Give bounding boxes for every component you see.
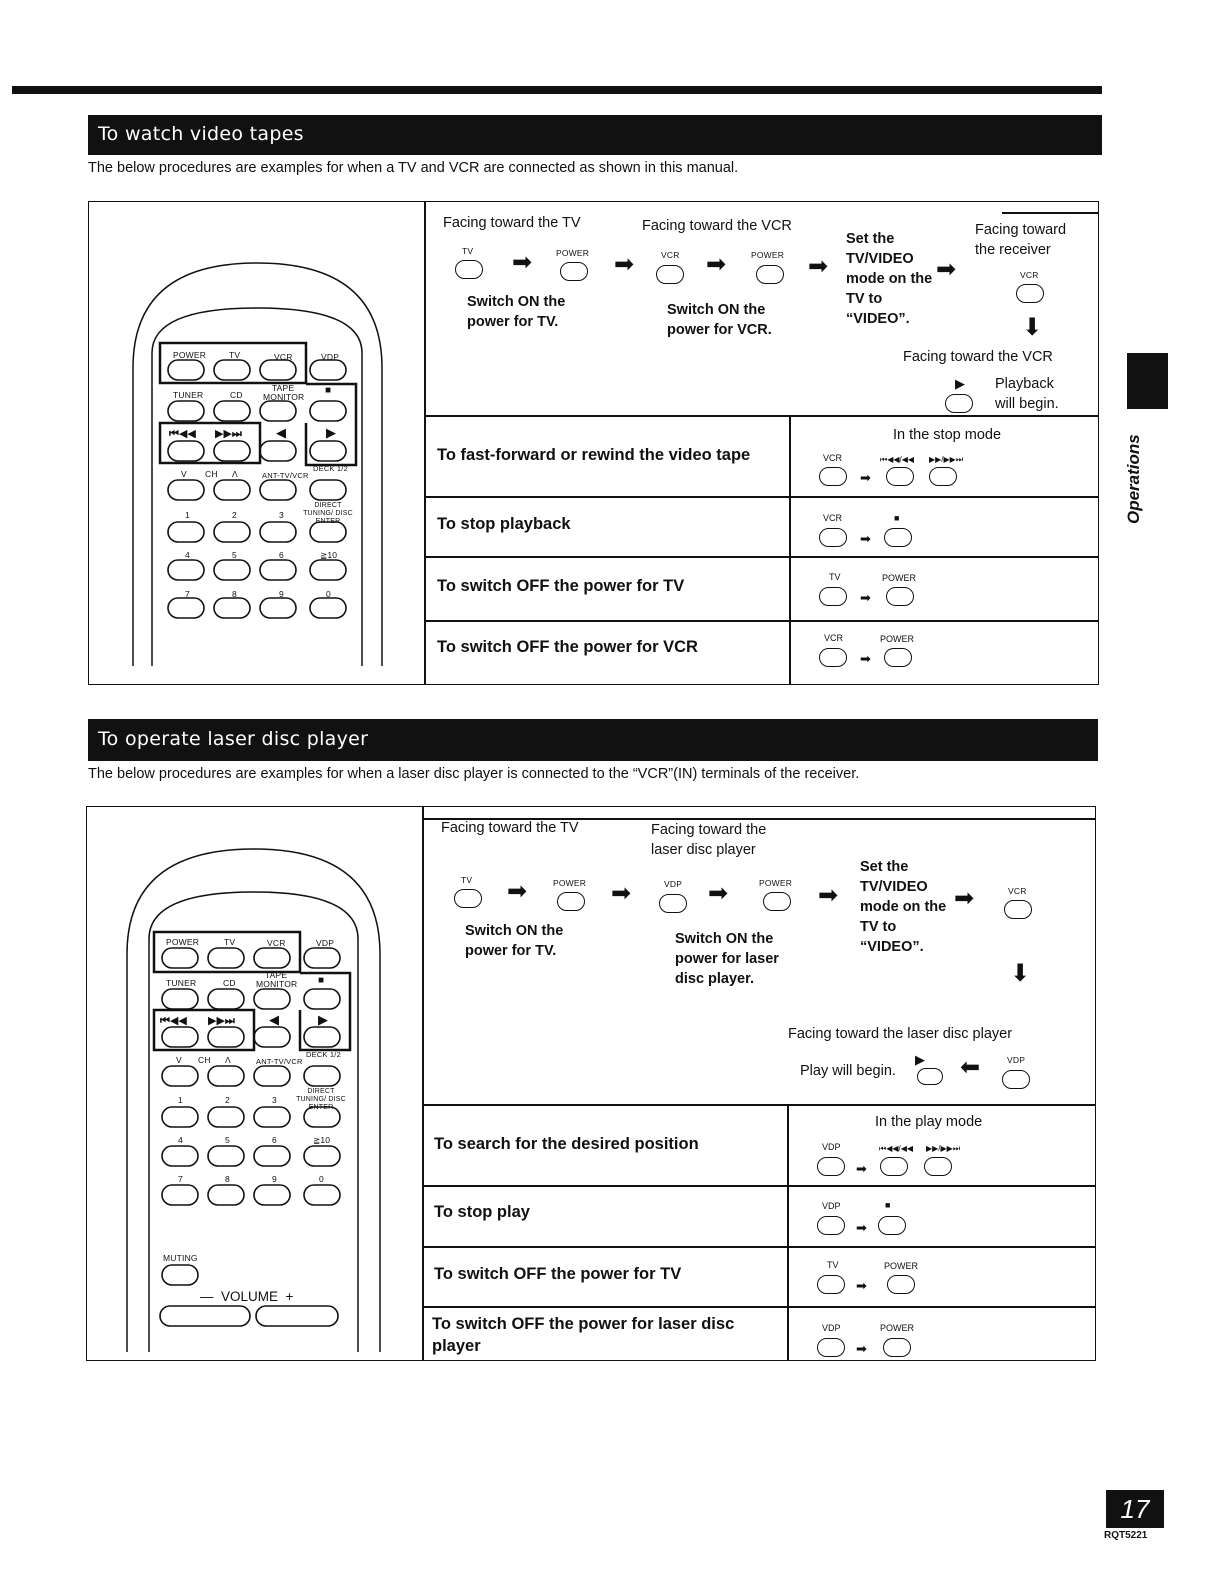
remote-label: 6 xyxy=(272,1135,277,1145)
play-icon: ▶ xyxy=(326,425,336,440)
divider xyxy=(424,556,1099,558)
divider xyxy=(424,201,426,685)
arrow-right-icon: ➡ xyxy=(512,249,533,276)
arrow-right-icon: ➡ xyxy=(860,590,871,605)
key-label: VDP xyxy=(822,1201,841,1211)
vcr-button[interactable] xyxy=(656,265,684,284)
key-label: POWER xyxy=(880,634,915,644)
remote-label: DECK 1/2 xyxy=(306,1050,341,1059)
key-label: ▶▶/▶▶⏭ xyxy=(926,1144,961,1153)
tv-button[interactable] xyxy=(817,1275,845,1294)
row-label: To fast-forward or rewind the video tape xyxy=(437,446,751,464)
arrow-right-icon: ➡ xyxy=(611,880,632,907)
remote-label: TAPE MONITOR xyxy=(263,383,305,402)
rewind-button[interactable] xyxy=(886,467,914,486)
key-label: VCR xyxy=(824,633,844,643)
facing-ldp-caption: Facing toward the laser disc player xyxy=(788,1026,1013,1042)
fast-forward-icon: ▶▶⏭ xyxy=(215,428,242,440)
row-label: To stop playback xyxy=(437,515,571,533)
remote-label: 5 xyxy=(232,550,237,560)
key-label: POWER xyxy=(880,1323,915,1333)
key-label: TV xyxy=(461,875,473,885)
mode-caption: In the stop mode xyxy=(893,427,1002,443)
row-label: To switch OFF the power for VCR xyxy=(437,638,698,656)
arrow-down-icon: ⬇ xyxy=(1010,960,1031,987)
remote-label: 9 xyxy=(272,1174,277,1184)
switch-on-tv-step: Switch ON the power for TV. xyxy=(467,294,566,330)
remote-label: 8 xyxy=(232,589,237,599)
play-icon: ▶ xyxy=(915,1052,925,1067)
arrow-right-icon: ➡ xyxy=(808,253,829,280)
arrow-right-icon: ➡ xyxy=(856,1161,867,1176)
switch-on-vcr-step: Switch ON the power for VCR. xyxy=(667,302,772,338)
arrow-right-icon: ➡ xyxy=(507,878,528,905)
divider xyxy=(422,806,424,1361)
key-label: ■ xyxy=(885,1200,891,1210)
remote-label: TUNER xyxy=(173,390,204,400)
arrow-right-icon: ➡ xyxy=(856,1341,867,1356)
play-button[interactable] xyxy=(917,1068,943,1085)
facing-tv-caption: Facing toward the TV xyxy=(443,215,581,231)
vcr-button[interactable] xyxy=(1004,900,1032,919)
remote-label: VCR xyxy=(267,938,286,948)
power-button[interactable] xyxy=(886,587,914,606)
facing-tv-caption: Facing toward the TV xyxy=(441,820,579,836)
intro-text: The below procedures are examples for when a TV and VCR are connected as shown in this manual. xyxy=(88,160,739,176)
remote-label: 0 xyxy=(326,589,331,599)
remote-label: TAPE MONITOR xyxy=(256,970,298,989)
remote-label: MUTING xyxy=(163,1253,198,1263)
arrow-down-icon: ⬇ xyxy=(1022,314,1043,341)
section-title-bar xyxy=(88,719,1098,761)
remote-label: CH xyxy=(198,1055,211,1065)
key-label: ⏮◀◀/◀◀ xyxy=(879,1144,914,1153)
volume-label: — VOLUME + xyxy=(200,1289,294,1304)
remote-illustration xyxy=(124,844,386,1354)
remote-label: VCR xyxy=(274,352,293,362)
section-title: To operate laser disc player xyxy=(98,728,369,750)
facing-receiver-caption: Facing toward the receiver xyxy=(975,222,1067,258)
remote-label: 3 xyxy=(272,1095,277,1105)
page-number: 17 xyxy=(1106,1490,1164,1528)
remote-label: 7 xyxy=(185,589,190,599)
key-label: VDP xyxy=(822,1323,841,1333)
remote-label: ≧10 xyxy=(320,550,338,560)
fast-forward-icon: ▶▶⏭ xyxy=(208,1015,235,1027)
set-video-step: Set the TV/VIDEO mode on the TV to “VIDEO”. xyxy=(846,231,933,327)
arrow-right-icon: ➡ xyxy=(860,651,871,666)
divider xyxy=(424,415,1099,417)
remote-label: Λ xyxy=(225,1055,231,1065)
side-label-text: Operations xyxy=(1124,434,1143,524)
divider xyxy=(424,496,1099,498)
divider xyxy=(422,1185,1096,1187)
divider xyxy=(1002,212,1099,214)
rewind-button[interactable] xyxy=(880,1157,908,1176)
row-label: To switch OFF the power for TV xyxy=(434,1265,682,1283)
key-label: POWER xyxy=(882,573,917,583)
remote-label: POWER xyxy=(173,350,207,360)
play-caption: Play will begin. xyxy=(800,1063,896,1079)
key-label: VCR xyxy=(661,250,680,260)
key-label: POWER xyxy=(759,878,793,888)
arrow-right-icon: ➡ xyxy=(708,880,729,907)
switch-on-ldp-step: Switch ON the power for laser disc player. xyxy=(675,931,779,987)
key-label: VDP xyxy=(664,879,683,889)
tv-button[interactable] xyxy=(455,260,483,279)
remote-label: 6 xyxy=(279,550,284,560)
rewind-icon: ⏮◀◀ xyxy=(169,428,196,440)
key-label: TV xyxy=(829,572,841,582)
playback-caption: Playback will begin. xyxy=(995,376,1059,412)
arrow-right-icon: ➡ xyxy=(936,256,957,283)
power-button[interactable] xyxy=(756,265,784,284)
facing-vcr-caption: Facing toward the VCR xyxy=(642,218,792,234)
row-label: To search for the desired position xyxy=(434,1135,699,1153)
vdp-button[interactable] xyxy=(659,894,687,913)
play-icon: ▶ xyxy=(955,376,965,391)
remote-label: CD xyxy=(223,978,236,988)
set-video-step: Set the TV/VIDEO mode on the TV to “VIDEO”. xyxy=(860,859,947,955)
remote-label: CD xyxy=(230,390,243,400)
power-button[interactable] xyxy=(887,1275,915,1294)
remote-label: 4 xyxy=(185,550,190,560)
arrow-right-icon: ➡ xyxy=(856,1278,867,1293)
side-label xyxy=(1118,430,1158,530)
key-label: VDP xyxy=(822,1142,841,1152)
power-button[interactable] xyxy=(884,648,912,667)
play-icon: ▶ xyxy=(318,1012,328,1027)
remote-label: CH xyxy=(205,469,218,479)
key-label: VCR xyxy=(1008,886,1027,896)
arrow-right-icon: ➡ xyxy=(818,882,839,909)
remote-label: 7 xyxy=(178,1174,183,1184)
mode-caption: In the play mode xyxy=(875,1114,983,1130)
vcr-button[interactable] xyxy=(819,648,847,667)
remote-label: 1 xyxy=(178,1095,183,1105)
divider xyxy=(789,415,791,685)
power-button[interactable] xyxy=(763,892,791,911)
arrow-right-icon: ➡ xyxy=(954,885,975,912)
switch-on-tv-step: Switch ON the power for TV. xyxy=(465,923,564,959)
section-title: To watch video tapes xyxy=(98,123,304,145)
vcr-button[interactable] xyxy=(819,467,847,486)
key-label: POWER xyxy=(884,1261,919,1271)
key-label: VCR xyxy=(823,453,843,463)
arrow-right-icon: ➡ xyxy=(706,251,727,278)
document-code: RQT5221 xyxy=(1104,1530,1148,1541)
remote-label: VDP xyxy=(316,938,335,948)
remote-label: V xyxy=(176,1055,182,1065)
stop-button[interactable] xyxy=(878,1216,906,1235)
power-button[interactable] xyxy=(883,1338,911,1357)
remote-illustration xyxy=(130,258,390,668)
remote-label: Λ xyxy=(232,469,238,479)
vdp-button[interactable] xyxy=(817,1216,845,1235)
tv-button[interactable] xyxy=(819,587,847,606)
vcr-button[interactable] xyxy=(819,528,847,547)
reverse-play-icon: ◀ xyxy=(276,425,286,440)
stop-icon: ■ xyxy=(325,385,332,396)
remote-label: 4 xyxy=(178,1135,183,1145)
arrow-right-icon: ➡ xyxy=(860,531,871,546)
arrow-right-icon: ➡ xyxy=(856,1220,867,1235)
row-label: To stop play xyxy=(434,1203,530,1221)
section-title-bar xyxy=(88,115,1102,155)
facing-ldp-caption: Facing toward the laser disc player xyxy=(651,822,767,858)
arrow-right-icon: ➡ xyxy=(614,251,635,278)
rewind-icon: ⏮◀◀ xyxy=(160,1015,187,1027)
row-label: To switch OFF the power for laser disc player xyxy=(432,1315,735,1355)
vcr-button[interactable] xyxy=(1016,284,1044,303)
arrow-right-icon: ➡ xyxy=(860,470,871,485)
divider xyxy=(422,1104,1096,1106)
remote-label: 9 xyxy=(279,589,284,599)
key-label: VDP xyxy=(1007,1055,1026,1065)
tv-button[interactable] xyxy=(454,889,482,908)
key-label: VCR xyxy=(1020,270,1039,280)
facing-vcr-caption: Facing toward the VCR xyxy=(903,349,1053,365)
remote-label: V xyxy=(181,469,187,479)
key-label: ■ xyxy=(894,513,900,523)
remote-label: 2 xyxy=(232,510,237,520)
remote-label: ≧10 xyxy=(313,1135,331,1145)
key-label: ⏮◀◀/◀◀ xyxy=(880,455,915,464)
top-rule xyxy=(12,86,1102,94)
fast-forward-button[interactable] xyxy=(929,467,957,486)
arrow-left-icon: ⬅ xyxy=(960,1054,981,1081)
remote-label: ANT-TV/VCR xyxy=(262,471,309,480)
remote-label: TUNER xyxy=(166,978,197,988)
remote-label: ANT-TV/VCR xyxy=(256,1057,303,1066)
key-label: POWER xyxy=(556,248,590,258)
key-label: ▶▶/▶▶⏭ xyxy=(929,455,964,464)
vdp-button[interactable] xyxy=(817,1157,845,1176)
remote-label: 1 xyxy=(185,510,190,520)
key-label: POWER xyxy=(751,250,785,260)
remote-label: DIRECT TUNING/ DISC ENTER xyxy=(303,502,353,525)
divider xyxy=(424,620,1099,622)
play-button[interactable] xyxy=(945,394,973,413)
divider xyxy=(422,1306,1096,1308)
stop-button[interactable] xyxy=(884,528,912,547)
key-label: VCR xyxy=(823,513,843,523)
reverse-play-icon: ◀ xyxy=(269,1012,279,1027)
remote-label: VDP xyxy=(321,352,340,362)
remote-label: 3 xyxy=(279,510,284,520)
fast-forward-button[interactable] xyxy=(924,1157,952,1176)
remote-label: 2 xyxy=(225,1095,230,1105)
row-label: To switch OFF the power for TV xyxy=(437,577,685,595)
stop-icon: ■ xyxy=(318,975,325,986)
power-button[interactable] xyxy=(560,262,588,281)
divider xyxy=(422,1246,1096,1248)
intro-text: The below procedures are examples for when a laser disc player is connected to the “VCR”(IN) terminals of the receiver. xyxy=(88,766,860,782)
remote-label: 8 xyxy=(225,1174,230,1184)
section-tab xyxy=(1127,353,1168,409)
vdp-button[interactable] xyxy=(1002,1070,1030,1089)
remote-label: POWER xyxy=(166,937,200,947)
remote-label: DIRECT TUNING/ DISC ENTER xyxy=(296,1088,346,1111)
divider xyxy=(787,1104,789,1361)
remote-label: TV xyxy=(224,937,236,947)
remote-label: 5 xyxy=(225,1135,230,1145)
vdp-button[interactable] xyxy=(817,1338,845,1357)
remote-label: TV xyxy=(229,350,241,360)
power-button[interactable] xyxy=(557,892,585,911)
key-label: TV xyxy=(827,1260,839,1270)
remote-label: 0 xyxy=(319,1174,324,1184)
key-label: TV xyxy=(462,246,474,256)
remote-label: DECK 1/2 xyxy=(313,464,348,473)
key-label: POWER xyxy=(553,878,587,888)
